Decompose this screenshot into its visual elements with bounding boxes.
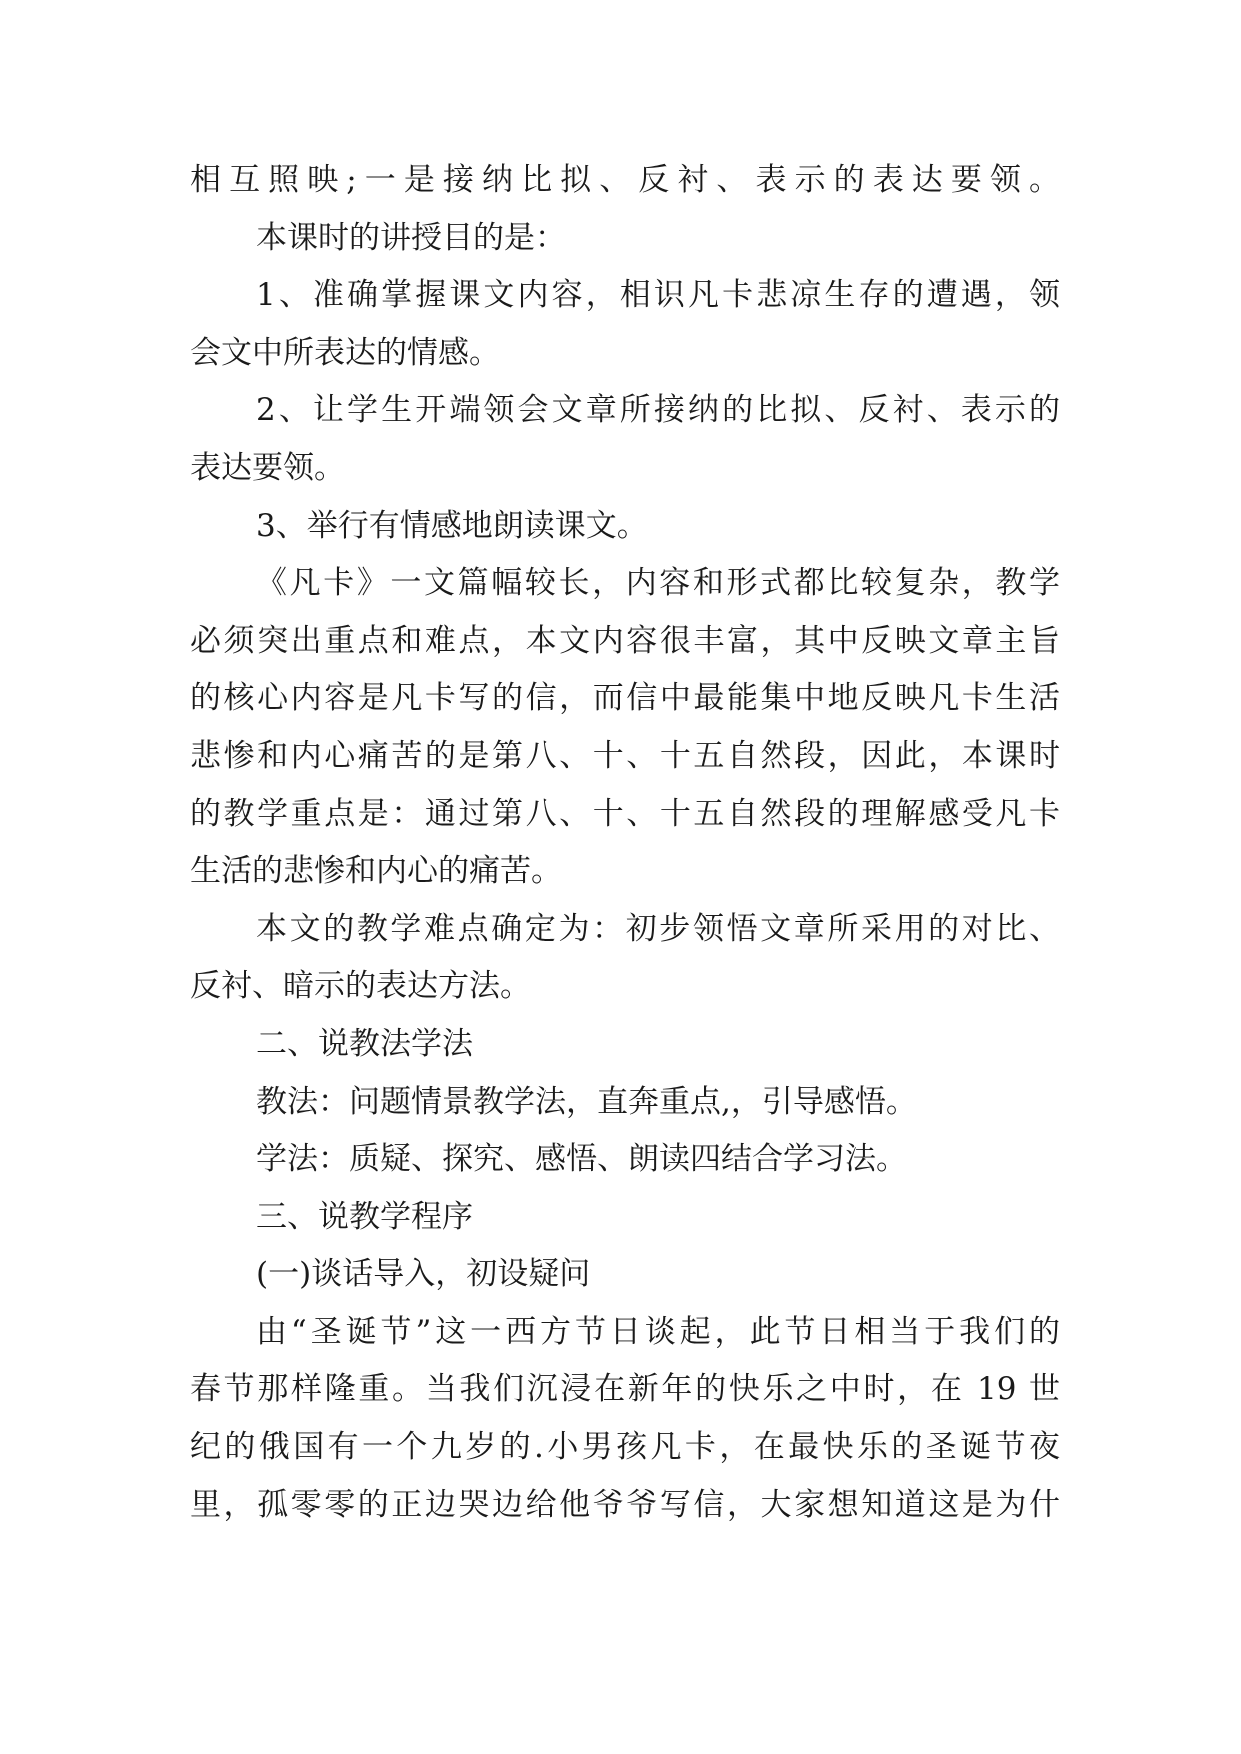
paragraph-line: 会文中所表达的情感。 — [190, 334, 500, 371]
paragraph-line: 相互照映;一是接纳比拟、反衬、表示的表达要领。 — [190, 162, 1060, 198]
list-item-1: 1、准确掌握课文内容，相识凡卡悲凉生存的遭遇，领 — [256, 277, 1060, 314]
list-item-3: 3、举行有情感地朗读课文。 — [256, 507, 648, 544]
list-item-2: 2、让学生开端领会文章所接纳的比拟、反衬、表示的 — [256, 392, 1060, 429]
paragraph-line: 《凡卡》一文篇幅较长，内容和形式都比较复杂，教学 — [256, 565, 1060, 602]
paragraph-line: 由“圣诞节”这一西方节日谈起，此节日相当于我们的 — [256, 1313, 1060, 1350]
paragraph-line: 生活的悲惨和内心的痛苦。 — [190, 853, 562, 890]
paragraph-line: 必须突出重点和难点，本文内容很丰富，其中反映文章主旨 — [190, 622, 1060, 659]
paragraph-line: 学法：质疑、探究、感悟、朗读四结合学习法。 — [256, 1141, 907, 1178]
paragraph-line: 表达要领。 — [190, 449, 345, 486]
paragraph-line: 教法：问题情景教学法，直奔重点,，引导感悟。 — [256, 1083, 917, 1120]
paragraph-line: 里，孤零零的正边哭边给他爷爷写信，大家想知道这是为什 — [190, 1486, 1060, 1523]
paragraph-line: 的核心内容是凡卡写的信，而信中最能集中地反映凡卡生活 — [190, 680, 1060, 717]
section-heading: 三、说教学程序 — [256, 1198, 473, 1235]
paragraph-line: 悲惨和内心痛苦的是第八、十、十五自然段，因此，本课时 — [190, 737, 1060, 774]
paragraph-line: 本课时的讲授目的是： — [256, 219, 566, 256]
document-body — [190, 152, 1060, 1534]
section-heading: 二、说教法学法 — [256, 1025, 473, 1062]
subsection-heading: (一)谈话导入，初设疑问 — [256, 1256, 591, 1293]
paragraph-line: 纪的俄国有一个九岁的.小男孩凡卡，在最快乐的圣诞节夜 — [190, 1429, 1060, 1466]
paragraph-line: 反衬、暗示的表达方法。 — [190, 968, 531, 1005]
paragraph-line: 春节那样隆重。当我们沉浸在新年的快乐之中时，在 19 世 — [190, 1371, 1060, 1408]
paragraph-line: 的教学重点是：通过第八、十、十五自然段的理解感受凡卡 — [190, 795, 1060, 832]
paragraph-line: 本文的教学难点确定为：初步领悟文章所采用的对比、 — [256, 910, 1060, 947]
